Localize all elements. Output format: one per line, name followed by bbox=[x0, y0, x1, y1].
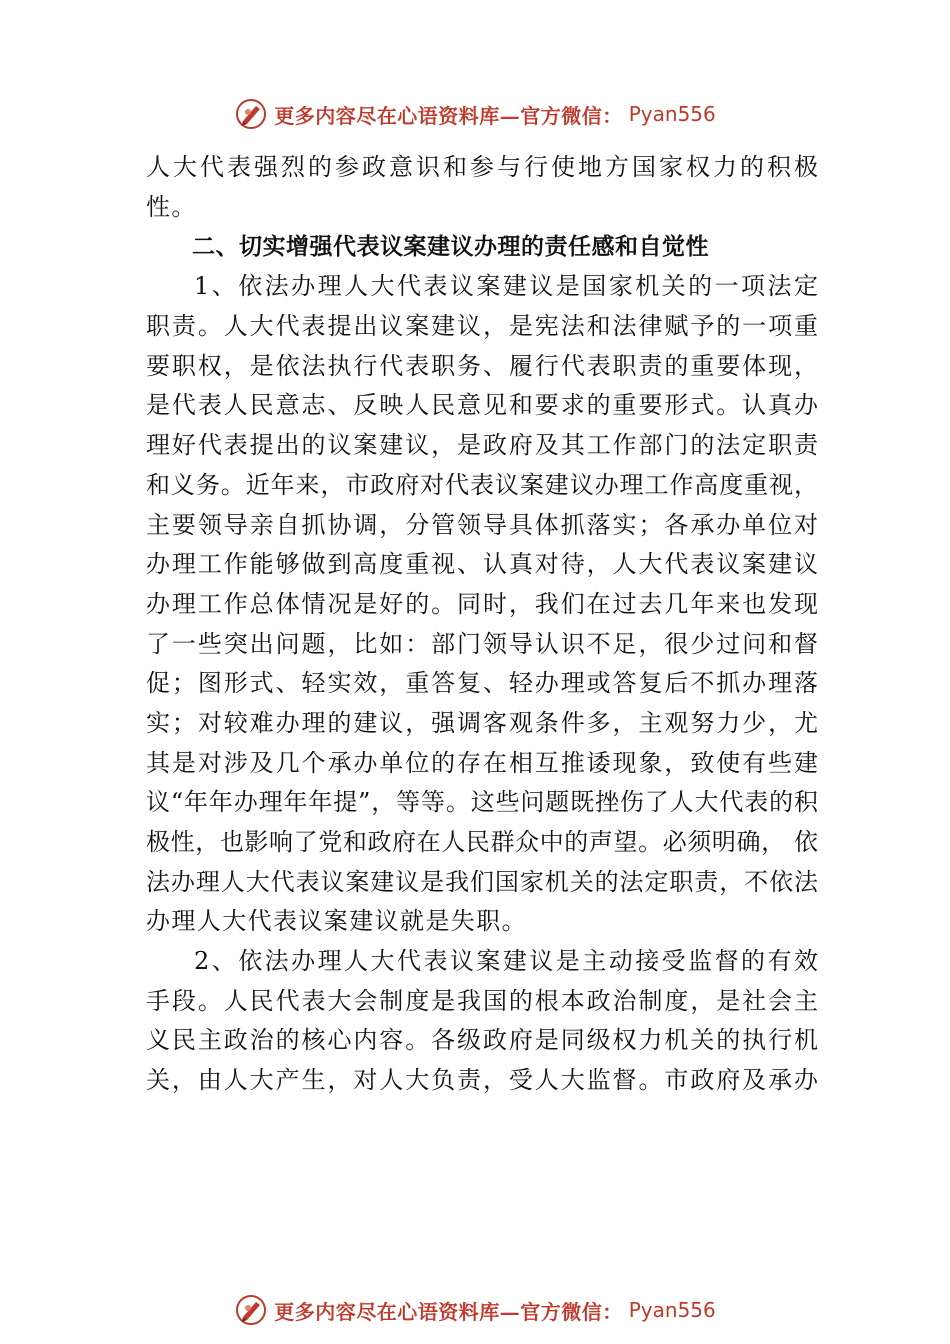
text-line: 职责。人大代表提出议案建议，是宪法和法律赋予的一项重 bbox=[146, 312, 818, 341]
text-line: 手段。人民代表大会制度是我国的根本政治制度，是社会主 bbox=[146, 986, 818, 1015]
footer-banner bbox=[0, 1290, 950, 1330]
text-line: 2、依法办理人大代表议案建议是主动接受监督的有效 bbox=[194, 947, 818, 976]
text-line: 理好代表提出的议案建议，是政府及其工作部门的法定职责 bbox=[146, 431, 818, 460]
text-line: 要职权，是依法执行代表职务、履行代表职责的重要体现， bbox=[146, 351, 818, 380]
text-line: 办理人大代表议案建议就是失职。 bbox=[146, 907, 527, 936]
banner-text: 更多内容尽在心语资料库—官方微信： bbox=[274, 103, 623, 128]
text-line: 了一些突出问题，比如：部门领导认识不足，很少过问和督 bbox=[146, 629, 818, 658]
text-line: 办理工作总体情况是好的。同时，我们在过去几年来也发现 bbox=[146, 589, 818, 618]
text-line: 关，由人大产生，对人大负责，受人大监督。市政府及承办 bbox=[146, 1066, 818, 1095]
pen-logo-icon bbox=[234, 97, 268, 131]
text-line: 和义务。近年来，市政府对代表议案建议办理工作高度重视， bbox=[146, 470, 818, 499]
banner-wechat-id: Pyan556 bbox=[628, 102, 716, 126]
text-line: 议“年年办理年年提”，等等。这些问题既挫伤了人大代表的积 bbox=[146, 788, 818, 817]
banner-wechat-id: Pyan556 bbox=[628, 1298, 716, 1322]
text-line: 主要领导亲自抓协调，分管领导具体抓落实；各承办单位对 bbox=[146, 510, 818, 539]
text-line: 办理工作能够做到高度重视、认真对待，人大代表议案建议 bbox=[146, 550, 818, 579]
pen-logo-icon bbox=[234, 1293, 268, 1327]
header-banner bbox=[0, 94, 950, 134]
text-line: 人大代表强烈的参政意识和参与行使地方国家权力的积极 bbox=[146, 153, 818, 181]
text-line: 法办理人大代表议案建议是我们国家机关的法定职责，不依法 bbox=[146, 867, 818, 896]
text-line: 1、依法办理人大代表议案建议是国家机关的一项法定 bbox=[194, 272, 818, 301]
text-line: 其是对涉及几个承办单位的存在相互推诿现象，致使有些建 bbox=[146, 748, 818, 777]
text-line: 实；对较难办理的建议，强调客观条件多，主观努力少，尤 bbox=[146, 708, 818, 737]
text-line: 促；图形式、轻实效，重答复、轻办理或答复后不抓办理落 bbox=[146, 669, 818, 698]
document-body bbox=[146, 148, 818, 1101]
section-heading: 二、切实增强代表议案建议办理的责任感和自觉性 bbox=[192, 234, 709, 261]
text-line: 极性，也影响了党和政府在人民群众中的声望。必须明确， 依 bbox=[146, 828, 818, 856]
text-line: 是代表人民意志、反映人民意见和要求的重要形式。认真办 bbox=[146, 391, 818, 420]
text-line: 义民主政治的核心内容。各级政府是同级权力机关的执行机 bbox=[146, 1026, 818, 1055]
text-line: 性。 bbox=[146, 192, 197, 221]
banner-text: 更多内容尽在心语资料库—官方微信： bbox=[274, 1299, 623, 1324]
